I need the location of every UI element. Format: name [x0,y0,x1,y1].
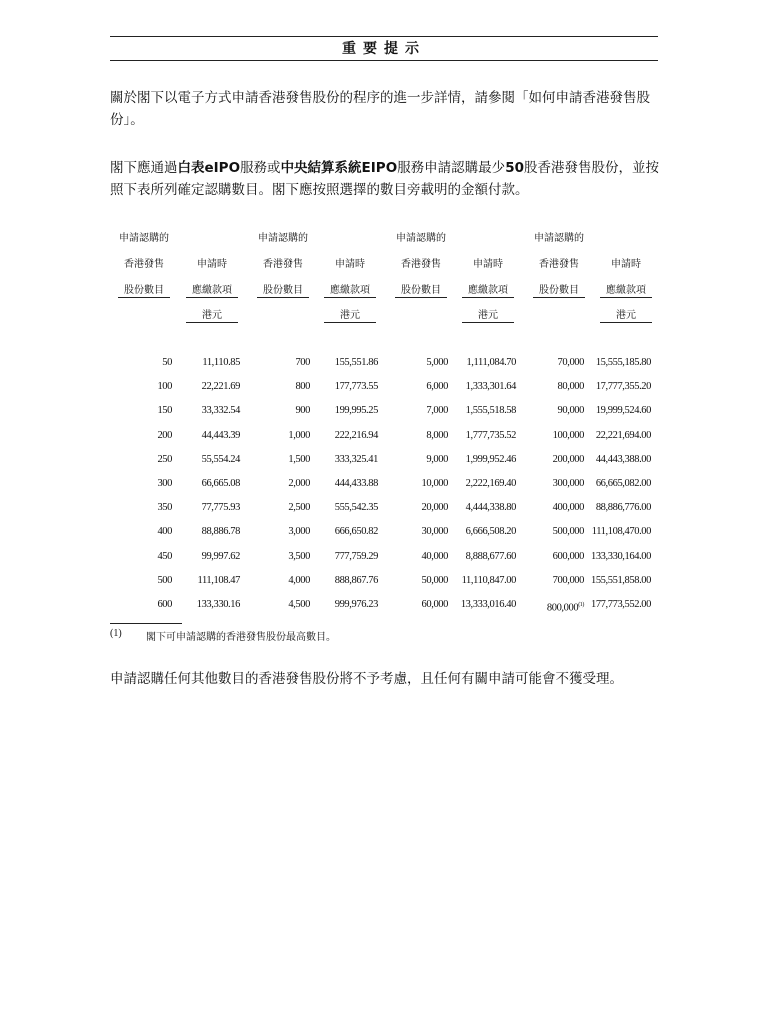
table-cell [553,574,584,588]
table-cell-value: 22,221.69 [201,381,240,393]
table-cell [591,550,651,564]
table-cell [288,453,310,467]
header-shares-line: 申請認購的 [534,233,584,244]
header-shares-line: 香港發售 [124,259,164,270]
table-cell [288,598,310,612]
table-cell [466,380,516,394]
table-cell-value: 444,433.88 [334,478,378,489]
table-cell [558,380,584,394]
table-cell [422,477,448,491]
table-cell-value: 80,000 [557,381,584,393]
table-cell-value: 1,777,735.52 [465,429,516,441]
table-cell [335,404,378,418]
table-cell [157,453,172,467]
table-cell-value: 2,500 [288,502,310,514]
table-cell [198,574,240,588]
table-cell-value: 50 [162,357,172,368]
table-cell-value: 900 [295,405,310,417]
header-shares-line: 申請認購的 [258,233,308,244]
table-cell-value: 350 [157,502,172,514]
unit-underline [324,322,376,323]
header-underline [462,297,514,298]
table-cell-value: 555,542.35 [334,502,378,514]
header-shares-line: 股份數目 [539,285,579,296]
table-cell-value: 777,759.29 [334,550,378,562]
table-cell-value: 99,997.62 [201,550,240,562]
table-cell [288,574,310,588]
para2-bold-min: 50 [505,160,524,176]
table-cell-value: 8,000 [426,429,448,441]
table-cell [202,429,240,443]
table-cell-value: 155,551.86 [334,357,378,368]
header-underline [324,297,376,298]
table-cell [335,429,378,443]
header-amount-line: 應繳款項 [192,285,232,296]
table-cell [466,356,516,370]
table-cell-value: 1,555,518.58 [465,405,516,417]
table-cell-value: 11,110.85 [202,357,240,368]
table-cell [596,404,651,418]
table-cell-value: 10,000 [421,478,448,489]
table-cell [335,501,378,515]
header-underline [533,297,585,298]
table-cell-value: 90,000 [557,405,584,417]
table-row [0,574,768,588]
table-cell-value: 4,000 [288,574,310,586]
header-shares-line: 香港發售 [263,259,303,270]
table-cell [547,598,584,616]
table-cell [466,404,516,418]
table-cell-value: 600,000 [552,550,584,562]
table-cell [157,598,172,612]
table-cell-value: 9,000 [426,453,448,465]
table-cell-value: 60,000 [421,599,448,610]
table-cell [466,477,516,491]
table-cell [335,525,378,539]
unit-underline [186,322,238,323]
table-cell [335,380,378,394]
header-underline [257,297,309,298]
table-cell [295,380,310,394]
table-cell [466,429,516,443]
table-row [0,525,768,539]
table-cell [202,356,240,370]
table-cell-value: 800 [295,381,310,393]
table-cell [157,550,172,564]
table-cell-value: 22,221,694.00 [595,429,651,441]
table-cell [157,525,172,539]
table-cell [422,525,448,539]
table-cell [157,501,172,515]
header-amount-line: 申請時 [335,259,365,270]
table-cell-value: 250 [157,453,172,465]
table-cell [553,477,584,491]
table-cell-value: 6,666,508.20 [465,526,516,538]
table-cell-value: 15,555,185.80 [595,357,651,368]
header-bottom-rule [110,60,658,61]
header-amount-line: 申請時 [197,259,227,270]
header-shares-line: 香港發售 [401,259,441,270]
para2-text-1: 閣下應通過 [110,160,178,176]
table-cell-value: 2,222,169.40 [465,478,516,489]
table-cell [202,501,240,515]
table-cell-value: 19,999,524.60 [595,405,651,417]
table-cell-value: 44,443,388.00 [595,453,651,465]
header-amount-line: 應繳款項 [330,285,370,296]
table-cell [288,429,310,443]
table-cell-value: 133,330.16 [196,599,240,610]
table-cell-value: 88,886,776.00 [595,502,651,514]
table-cell-value: 77,775.93 [201,502,240,514]
header-amount-line: 申請時 [611,259,641,270]
table-cell [157,404,172,418]
table-cell-value: 300 [157,478,172,489]
header-top-rule [110,36,658,37]
unit-label: 港元 [616,310,636,321]
table-cell-value: 200,000 [552,453,584,465]
table-cell [422,574,448,588]
table-cell-value: 999,976.23 [334,599,378,610]
header-shares-line: 股份數目 [401,285,441,296]
para2-text-4: 股香港發售股份，並按照下表所列確定認購數目。閣下應按照選擇的數目旁載明的金額付款。 [110,160,659,198]
table-cell [596,477,651,491]
para2-text-2: 服務或 [240,160,281,176]
para2-text-3: 服務申請認購最少 [397,160,506,176]
unit-label: 港元 [340,310,360,321]
table-cell [592,525,651,539]
table-row [0,404,768,418]
table-cell [335,453,378,467]
table-cell [553,501,584,515]
unit-label: 港元 [478,310,498,321]
table-cell-value: 7,000 [426,405,448,417]
header-shares-line: 申請認購的 [396,233,446,244]
table-cell [288,525,310,539]
header-underline [118,297,170,298]
table-cell [202,525,240,539]
table-cell [466,525,516,539]
table-cell [461,598,516,612]
table-cell-value: 6,000 [426,381,448,393]
table-cell [553,550,584,564]
table-cell-value: 600 [157,599,172,610]
table-cell-value: 800,000 [546,602,579,614]
table-cell-value: 888,867.76 [334,574,378,586]
table-cell [335,550,378,564]
table-cell-value: 66,665,082.00 [595,478,651,489]
table-cell-value: 400,000 [552,502,584,514]
table-cell [553,525,584,539]
footnote-ref: (1) [578,602,584,608]
table-cell-value: 8,888,677.60 [465,550,516,562]
table-cell [295,404,310,418]
table-cell-value: 1,500 [288,453,310,465]
table-cell-value: 500,000 [552,526,584,538]
table-row [0,429,768,443]
table-cell [335,477,378,491]
page-title: 重要提示 [342,41,426,57]
table-cell [591,598,651,612]
table-cell [426,356,448,370]
table-cell [202,453,240,467]
table-cell [202,404,240,418]
table-cell [202,550,240,564]
table-cell-value: 111,108,470.00 [591,526,651,538]
para2-bold-ccass: 中央結算系統EIPO [280,160,398,176]
table-cell [596,429,651,443]
table-cell [466,453,516,467]
table-cell-value: 3,500 [288,550,310,562]
header-shares-line: 股份數目 [263,285,303,296]
table-cell-value: 88,886.78 [201,526,240,538]
table-cell [202,380,240,394]
table-cell-value: 666,650.82 [334,526,378,538]
table-cell [288,477,310,491]
table-cell [422,598,448,612]
table-cell [553,429,584,443]
table-cell-value: 222,216.94 [334,429,378,441]
table-cell [591,574,651,588]
unit-label: 港元 [202,310,222,321]
table-cell [162,356,172,370]
table-cell-value: 200 [157,429,172,441]
table-cell-value: 66,665.08 [201,478,240,489]
header-shares-line: 香港發售 [539,259,579,270]
table-cell [426,453,448,467]
table-cell-value: 44,443.39 [201,429,240,441]
table-cell-value: 155,551,858.00 [590,574,651,586]
table-cell-value: 177,773,552.00 [590,599,651,610]
footnote-marker: (1) [110,628,122,639]
table-cell-value: 1,111,084.70 [466,357,516,368]
table-cell [202,477,240,491]
table-cell [288,550,310,564]
table-cell [558,356,584,370]
table-cell [596,501,651,515]
table-cell-value: 450 [157,550,172,562]
table-cell [335,598,378,612]
header-underline [600,297,652,298]
table-cell-value: 199,995.25 [334,405,378,417]
footnote-rule [110,623,182,624]
table-cell-value: 17,777,355.20 [595,381,651,393]
table-cell-value: 3,000 [288,526,310,538]
header-amount-line: 應繳款項 [606,285,646,296]
table-cell-value: 30,000 [421,526,448,538]
table-cell-value: 150 [157,405,172,417]
table-cell [295,356,310,370]
unit-underline [462,322,514,323]
table-cell [422,550,448,564]
table-cell-value: 33,332.54 [201,405,240,417]
table-cell [197,598,240,612]
table-cell [466,550,516,564]
header-amount-line: 應繳款項 [468,285,508,296]
table-cell-value: 133,330,164.00 [590,550,651,562]
table-cell [426,380,448,394]
table-cell [426,429,448,443]
paragraph-minimum-application [110,157,662,201]
table-row [0,477,768,491]
table-cell [596,380,651,394]
header-amount-line: 申請時 [473,259,503,270]
table-cell [288,501,310,515]
table-cell [335,574,378,588]
header-shares-line: 申請認購的 [119,233,169,244]
table-cell [157,380,172,394]
table-cell-value: 2,000 [288,478,310,489]
table-cell [462,574,516,588]
table-row [0,550,768,564]
table-cell-value: 70,000 [557,357,584,368]
table-cell [426,404,448,418]
header-shares-line: 股份數目 [124,285,164,296]
table-cell [157,477,172,491]
table-cell-value: 40,000 [421,550,448,562]
table-cell [553,453,584,467]
table-cell [466,501,516,515]
table-cell [558,404,584,418]
footnote-text: 閣下可申請認購的香港發售股份最高數目。 [146,632,336,643]
table-cell-value: 4,500 [288,599,310,610]
table-row [0,380,768,394]
table-row [0,598,768,612]
table-row [0,453,768,467]
table-cell-value: 20,000 [421,502,448,514]
unit-underline [600,322,652,323]
table-cell [335,356,378,370]
table-cell [422,501,448,515]
table-cell-value: 1,333,301.64 [465,381,516,393]
table-cell-value: 177,773.55 [334,381,378,393]
table-cell-value: 111,108.47 [197,574,240,586]
table-cell-value: 500 [157,574,172,586]
table-row [0,356,768,370]
table-cell-value: 300,000 [552,478,584,489]
table-cell [157,429,172,443]
table-cell-value: 100,000 [552,429,584,441]
table-cell-value: 13,333,016.40 [460,599,516,610]
table-row [0,501,768,515]
para2-bold-white-form: 白表eIPO [177,160,241,176]
table-cell-value: 333,325.41 [334,453,378,465]
table-cell-value: 5,000 [426,357,448,368]
table-cell-value: 11,110,847.00 [461,574,516,586]
table-cell-value: 700,000 [552,574,584,586]
table-cell-value: 55,554.24 [201,453,240,465]
table-cell [157,574,172,588]
table-cell [596,453,651,467]
paragraph-procedure: 關於閣下以電子方式申請香港發售股份的程序的進一步詳情，請參閱「如何申請香港發售股份」。 [110,90,650,128]
table-cell-value: 50,000 [421,574,448,586]
table-cell-value: 100 [157,381,172,393]
table-cell-value: 400 [157,526,172,538]
table-cell-value: 1,000 [288,429,310,441]
header-underline [186,297,238,298]
table-cell [596,356,651,370]
paragraph-other-amounts: 申請認購任何其他數目的香港發售股份將不予考慮，且任何有關申請可能會不獲受理。 [110,671,623,687]
table-cell-value: 1,999,952.46 [465,453,516,465]
header-underline [395,297,447,298]
table-cell-value: 700 [295,357,310,368]
table-cell-value: 4,444,338.80 [465,502,516,514]
